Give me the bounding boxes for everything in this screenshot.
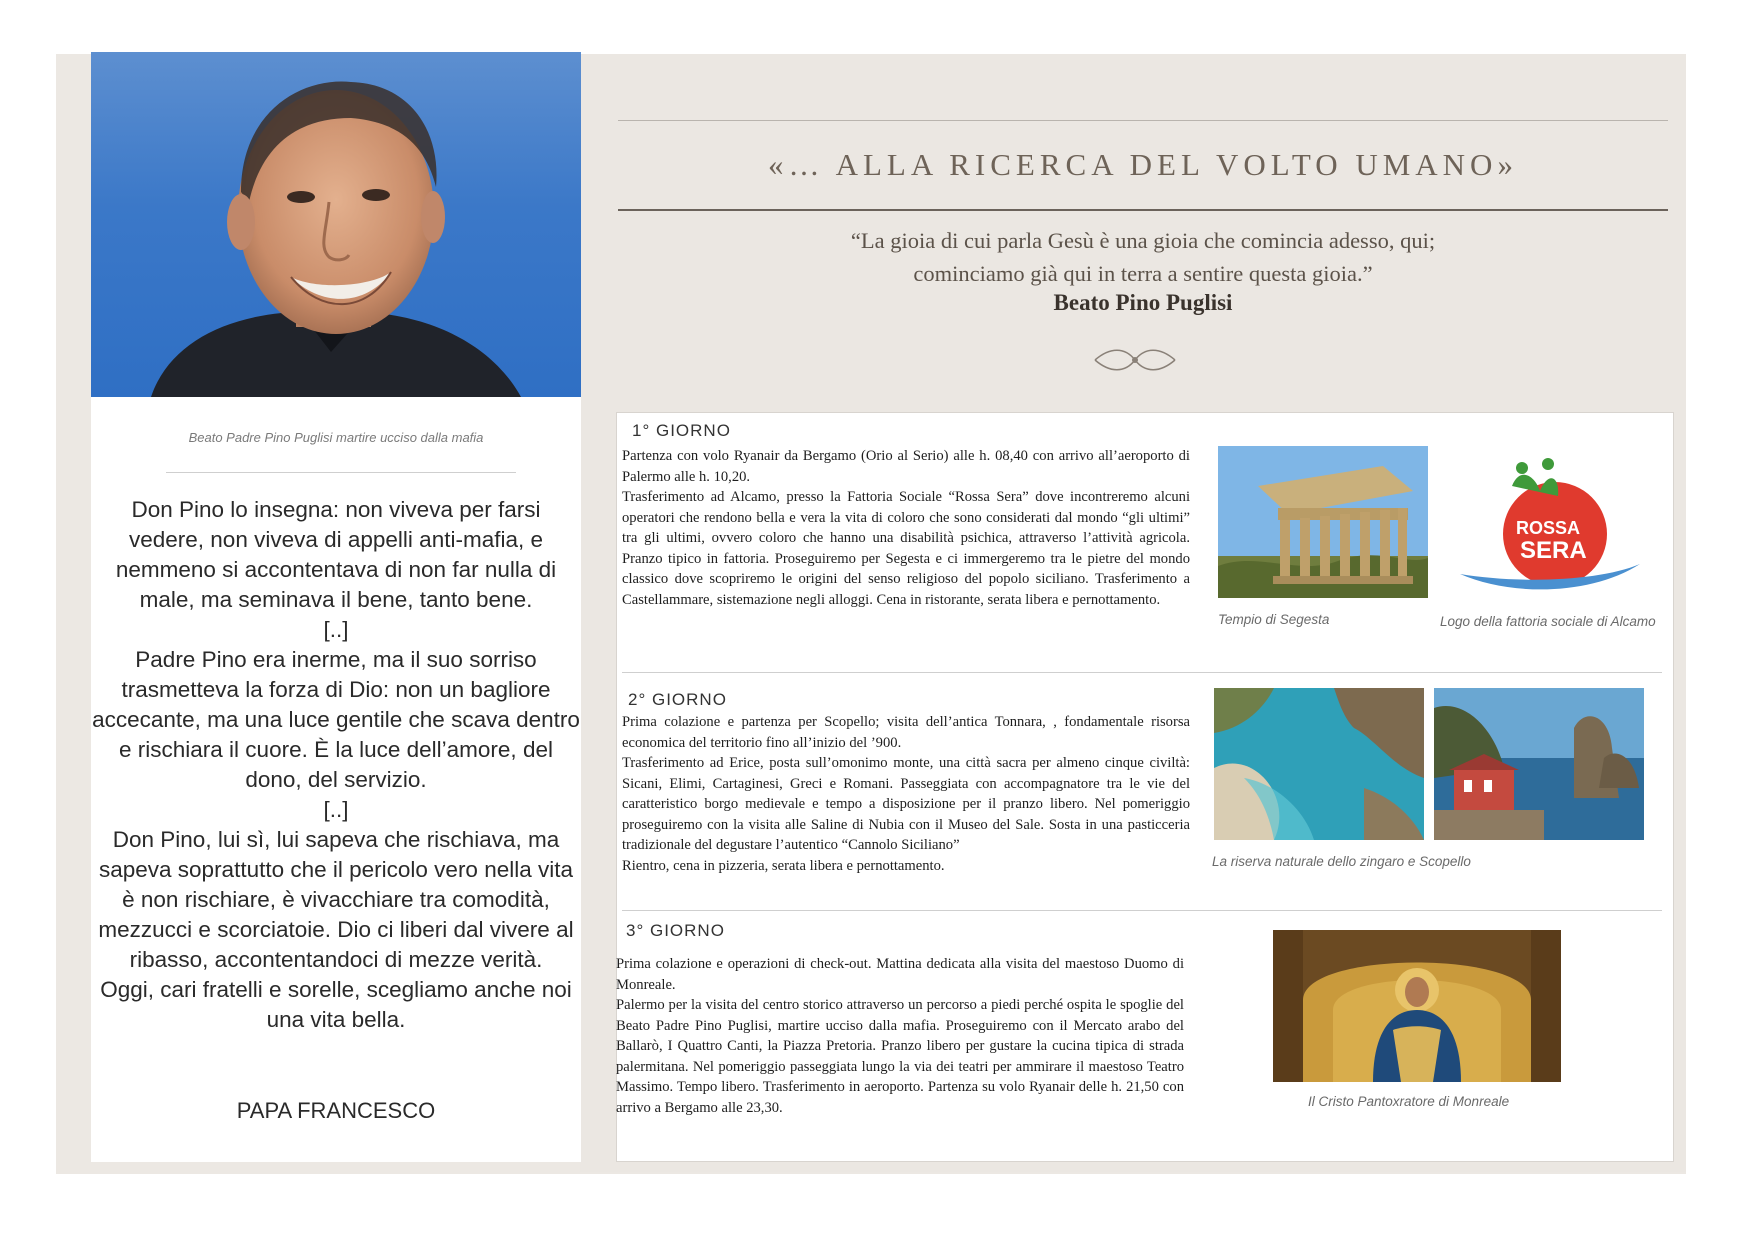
monreale-mosaic-photo: [1273, 930, 1561, 1082]
title-rule-bottom: [618, 209, 1668, 211]
main-title: «… ALLA RICERCA DEL VOLTO UMANO»: [768, 147, 1518, 182]
day-1-paragraph: Partenza con volo Ryanair da Bergamo (Orio al Serio) alle h. 08,40 con arrivo all’aeroporto di Palermo alle h. 10,20.: [622, 448, 1190, 485]
day-divider: [622, 672, 1662, 673]
quote-line: “La gioia di cui parla Gesù è una gioia che comincia adesso, qui;: [850, 228, 1436, 253]
day-3-text: [616, 954, 1184, 1118]
day-3-label: 3° GIORNO: [626, 921, 725, 940]
left-panel: [91, 52, 581, 1162]
homily-ellipsis: [..]: [323, 797, 349, 822]
portrait-illustration: [91, 52, 581, 397]
day-3-paragraph: Prima colazione e operazioni di check-out. Mattina dedicata alla visita del maestoso Duomo di Monreale.: [616, 956, 1184, 993]
day-divider: [622, 910, 1662, 911]
monreale-caption: Il Cristo Pantoxratore di Monreale: [1308, 1094, 1510, 1109]
day-1-text: [622, 446, 1190, 610]
rossa-sera-logo: [1440, 446, 1650, 598]
logo-caption: Logo della fattoria sociale di Alcamo: [1440, 614, 1656, 629]
divider: [166, 472, 516, 473]
day-2-paragraph: Rientro, cena in pizzeria, serata libera e pernottamento.: [622, 857, 945, 874]
quote-line: cominciamo già qui in terra a sentire questa gioia.”: [913, 261, 1373, 286]
portrait-photo: [91, 52, 581, 397]
ornament-icon: [1090, 345, 1180, 375]
homily-paragraph: Padre Pino era inerme, ma il suo sorriso trasmetteva la forza di Dio: non un bagliore accecante, ma una luce gentile che scava dentro e rischiara il cuore. È la luce dell’amore, del dono, del servizio.: [92, 647, 580, 792]
homily-ellipsis: [..]: [323, 617, 349, 642]
logo-text-sera: SERA: [1520, 537, 1587, 564]
homily-paragraph: Don Pino lo insegna: non viveva per farsi vedere, non viveva di appelli anti-mafia, e nemmeno si accontentava di non far nulla di male, ma seminava il bene, tanto bene.: [115, 497, 557, 612]
day-2-paragraph: Trasferimento ad Erice, posta sull’omonimo monte, una città sacra per almeno cinque civiltà: Sicani, Elimi, Cartaginesi, Greci e Romani. Passeggiata con accompagnatore tra le vie del caratteristico borgo medievale e tempo a disposizione per il pranzo libero. Nel pomeriggio proseguiremo con la visita alle Saline di Nubia con il Museo del Sale. Sosta in una pasticceria tradizionale del degustare l’autentico “Cannolo Siciliano”: [622, 755, 1190, 853]
homily-paragraph: Don Pino, lui sì, lui sapeva che rischiava, ma sapeva soprattutto che il pericolo vero nella vita è non rischiare, è vivacchiare tra comodità, mezzucci e scorciatoie. Dio ci liberi dal vivere al ribasso, accontentandoci di mezze verità.: [98, 827, 574, 972]
day-2-paragraph: Prima colazione e partenza per Scopello; visita dell’antica Tonnara, , fondamentale risorsa economica del territorio fino all’inizio del ’900.: [622, 714, 1190, 751]
day-3-paragraph: Palermo per la visita del centro storico attraverso un percorso a piedi perché ospita le spoglie del Beato Padre Pino Puglisi, martire ucciso dalla mafia. Proseguiremo con il Mercato arabo del Ballarò, I Quattro Canti, la Piazza Pretoria. Pranzo libero per gustare la cucina tipica di strada palermitana. Nel pomeriggio passeggiata lungo la via dei teatri per ammirare il maestoso Teatro Massimo. Tempo libero. Trasferimento in aeroporto. Partenza su volo Ryanair delle h. 21,50 con arrivo a Bergamo alle 23,30.: [616, 997, 1184, 1116]
title-rule-top: [618, 120, 1668, 121]
portrait-caption: Beato Padre Pino Puglisi martire ucciso dalla mafia: [188, 430, 484, 445]
scopello-tonnara-photo: [1434, 688, 1644, 840]
day-1-paragraph: Trasferimento ad Alcamo, presso la Fattoria Sociale “Rossa Sera” dove incontreremo alcuni operatori che rendono bella e vera la vita di coloro che sono considerati dal mondo “gli ultimi” tra gli ultimi, ovvero coloro che hanno una disabilità psichica, attraverso l’attività agricola. Pranzo tipico in fattoria. Proseguiremo per Segesta e ci immergeremo tra le pietre del mondo classico dove scopriremo le origini del senso religioso del popolo siciliano. Trasferimento a Castellammare, sistemazione negli alloggi. Cena in ristorante, serata libera e pernottamento.: [622, 489, 1190, 608]
day-2-text: [622, 712, 1190, 876]
zingaro-beach-photo: [1214, 688, 1424, 840]
day-1-label: 1° GIORNO: [632, 421, 731, 440]
zingaro-caption: La riserva naturale dello zingaro e Scopello: [1212, 854, 1471, 869]
segesta-caption: Tempio di Segesta: [1218, 612, 1330, 627]
homily-paragraph: Oggi, cari fratelli e sorelle, scegliamo anche noi una vita bella.: [100, 977, 572, 1032]
quote: [618, 224, 1668, 290]
day-2-label: 2° GIORNO: [628, 690, 727, 709]
segesta-temple-photo: [1218, 446, 1428, 598]
homily-text: [91, 495, 581, 1035]
logo-text-rossa: ROSSA: [1516, 518, 1581, 538]
quote-author: Beato Pino Puglisi: [1053, 290, 1233, 315]
homily-signature: PAPA FRANCESCO: [236, 1098, 436, 1123]
